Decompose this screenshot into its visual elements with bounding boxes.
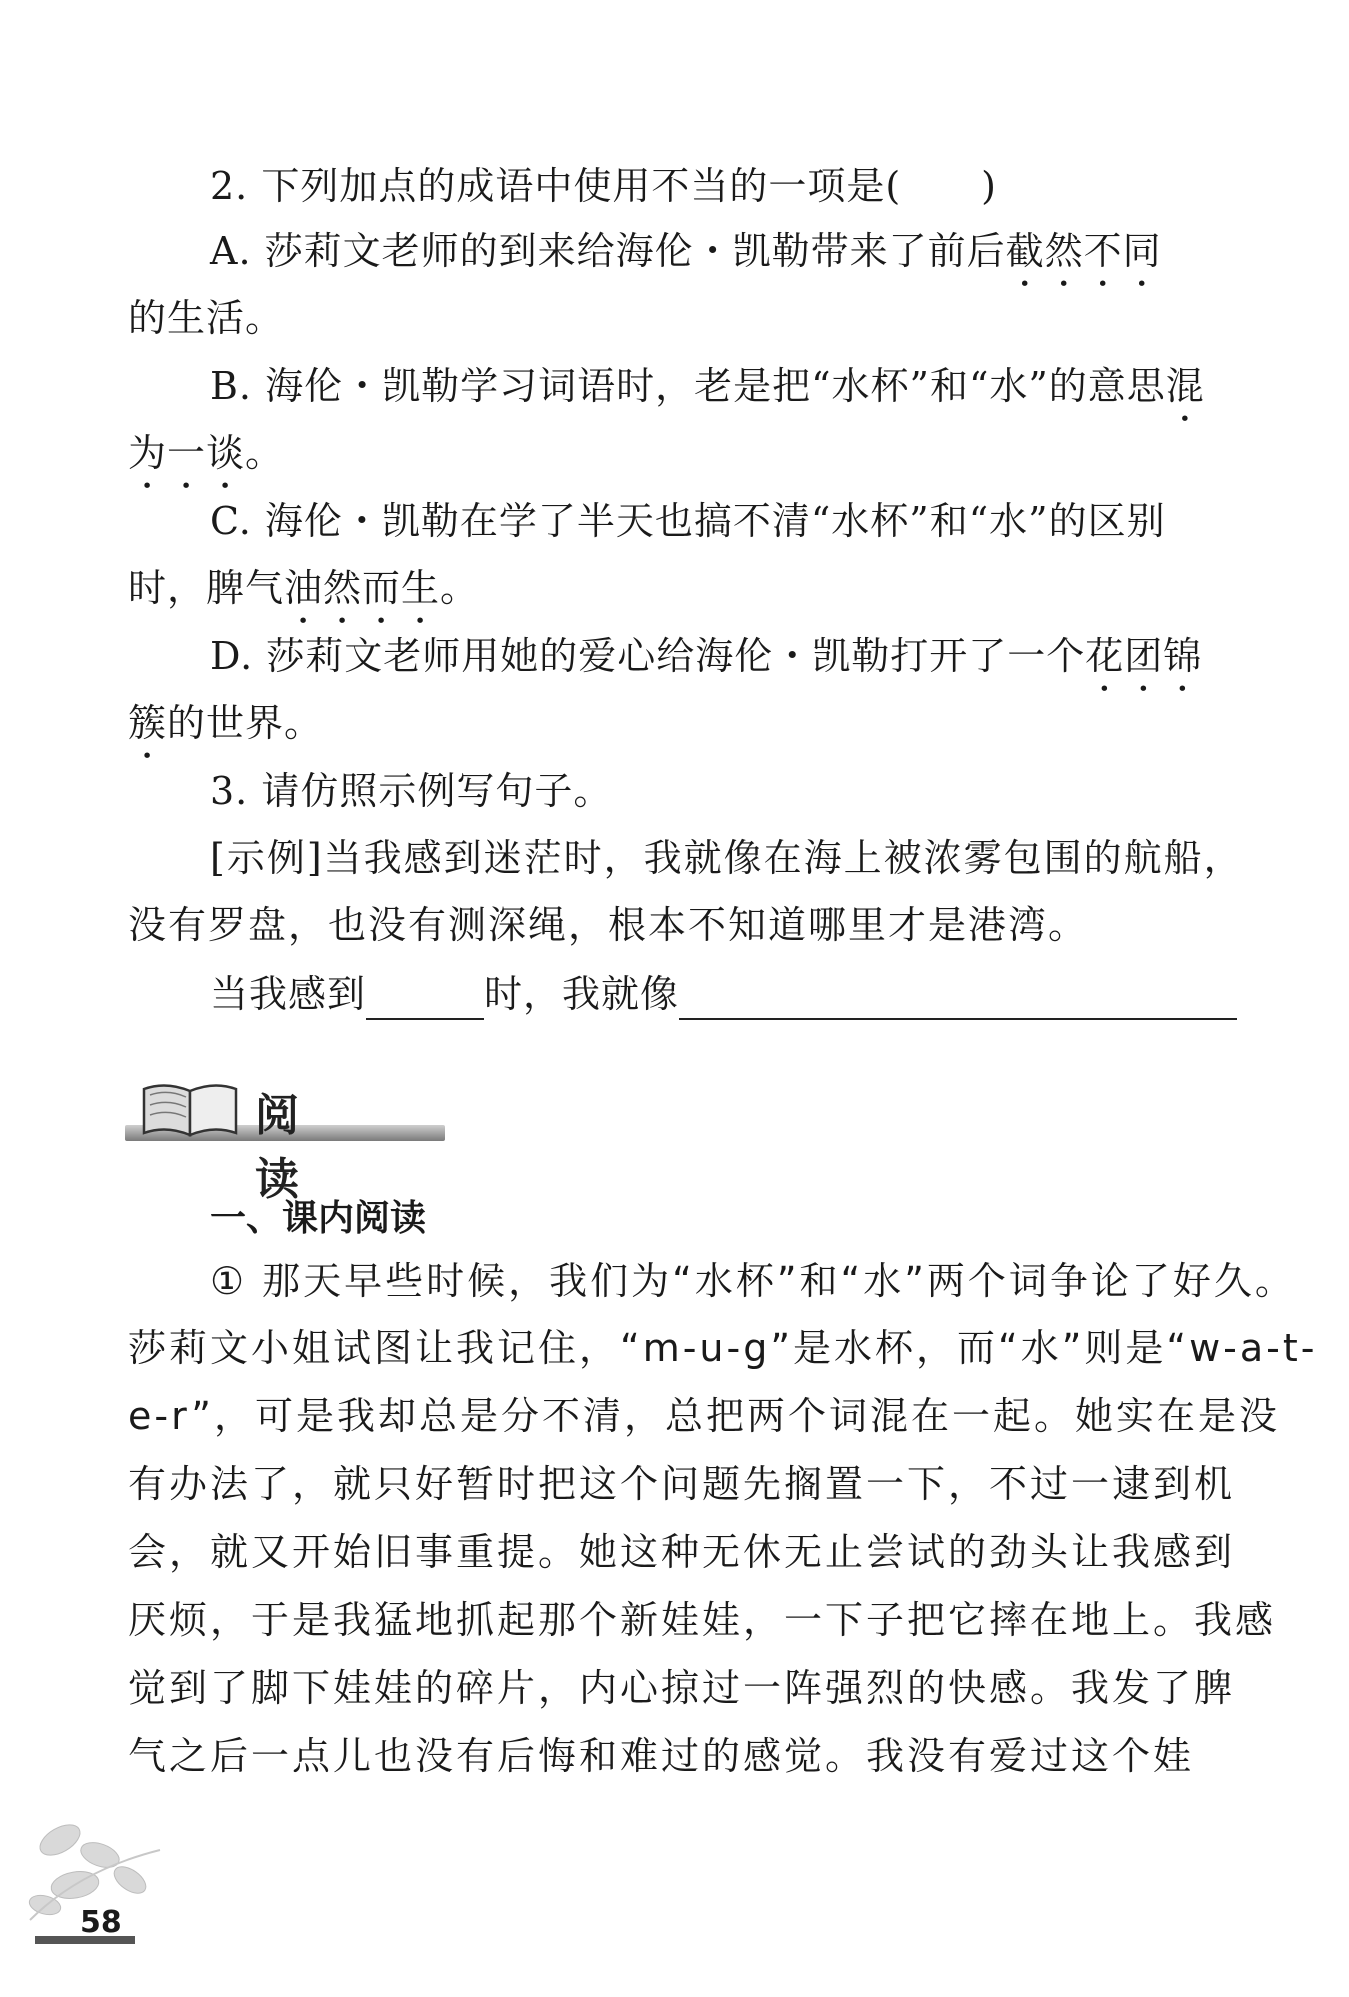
q3-blank-simile[interactable]: [679, 982, 1237, 1020]
open-book-icon: [140, 1079, 240, 1137]
reading-line-5: 会，就又开始旧事重提。她这种无休无止尝试的劲头让我感到: [128, 1530, 1236, 1574]
reading-line-7: 觉到了脚下娃娃的碎片，内心掠过一阵强烈的快感。我发了脾: [128, 1666, 1236, 1710]
q2-option-a-text-end: 的生活。: [128, 296, 285, 340]
reading-line-8: 气之后一点儿也没有后悔和难过的感觉。我没有爱过这个娃: [128, 1734, 1195, 1778]
reading-line-1: ① 那天早些时候，我们为“水杯”和“水”两个词争论了好久。: [210, 1259, 1296, 1303]
q3-blank-feeling[interactable]: [366, 982, 484, 1020]
q3-stem-text: 3. 请仿照示例写句子。: [210, 769, 613, 813]
q3-example-line2: [128, 899, 1088, 951]
reading-line-3: e-r”，可是我却总是分不清，总把两个词混在一起。她实在是没: [128, 1394, 1280, 1438]
q2-option-a-line2: [128, 292, 284, 344]
q2-option-b-idiom-start: 混: [1165, 364, 1205, 408]
section-subhead: 一、课内阅读: [210, 1198, 427, 1239]
q2-option-b-line2: [128, 427, 284, 497]
q2-option-a-line1: [210, 225, 1162, 295]
q3-fill-middle: 时，我就像: [484, 972, 680, 1016]
q3-example-line1: [210, 832, 1244, 884]
q2-option-d-line1: [210, 630, 1202, 700]
q2-stem: [210, 160, 997, 212]
reading-line-6: 厌烦，于是我猛地抓起那个新娃娃，一下子把它摔在地上。我感: [128, 1598, 1277, 1642]
reading-line-4: 有办法了，就只好暂时把这个问题先搁置一下，不过一逮到机: [128, 1462, 1236, 1506]
q2-stem-close: ): [981, 164, 997, 208]
q3-fill-line: [210, 968, 1237, 1020]
q2-option-d-idiom-start: 花团锦: [1085, 634, 1203, 678]
q2-option-c-text-end: 。: [440, 566, 480, 610]
q3-example-text: [示例]当我感到迷茫时，我就像在海上被浓雾包围的航船，: [210, 836, 1244, 880]
q2-option-a-text: A. 莎莉文老师的到来给海伦・凯勒带来了前后: [210, 229, 1006, 273]
q2-option-b-idiom-end: 为一谈: [128, 431, 246, 475]
section-title: 阅 读: [255, 1090, 333, 1205]
q2-option-b-text-end: 。: [245, 431, 285, 475]
reading-section-banner: [125, 1075, 445, 1205]
q2-option-c-line2: [128, 562, 479, 632]
q3-fill-prefix: 当我感到: [210, 972, 367, 1016]
q2-option-d-text-end: 的世界。: [167, 701, 324, 745]
q2-option-c-idiom: 油然而生: [284, 566, 441, 610]
q3-stem: [210, 765, 612, 817]
q2-option-d-idiom-end: 簇: [128, 701, 168, 745]
q2-option-c-line1: [210, 495, 1166, 547]
q2-option-c-text: C. 海伦・凯勒在学了半天也搞不清“水杯”和“水”的区别: [210, 499, 1166, 543]
q2-option-d-text: D. 莎莉文老师用她的爱心给海伦・凯勒打开了一个: [210, 634, 1086, 678]
q2-stem-text: 2. 下列加点的成语中使用不当的一项是(: [210, 164, 902, 208]
q2-option-d-line2: [128, 697, 323, 767]
q2-option-b-text: B. 海伦・凯勒学习词语时，老是把“水杯”和“水”的意思: [210, 364, 1166, 408]
q3-example-text-end: 没有罗盘，也没有测深绳，根本不知道哪里才是港湾。: [128, 903, 1089, 947]
reading-line-2: 莎莉文小姐试图让我记住，“m-u-g”是水杯，而“水”则是“w-a-t-: [128, 1326, 1318, 1370]
q2-option-b-line1: [210, 360, 1205, 430]
q2-option-c-text-start: 时，脾气: [128, 566, 285, 610]
q2-option-a-idiom: 截然不同: [1005, 229, 1162, 273]
page-number: 58: [80, 1905, 122, 1940]
